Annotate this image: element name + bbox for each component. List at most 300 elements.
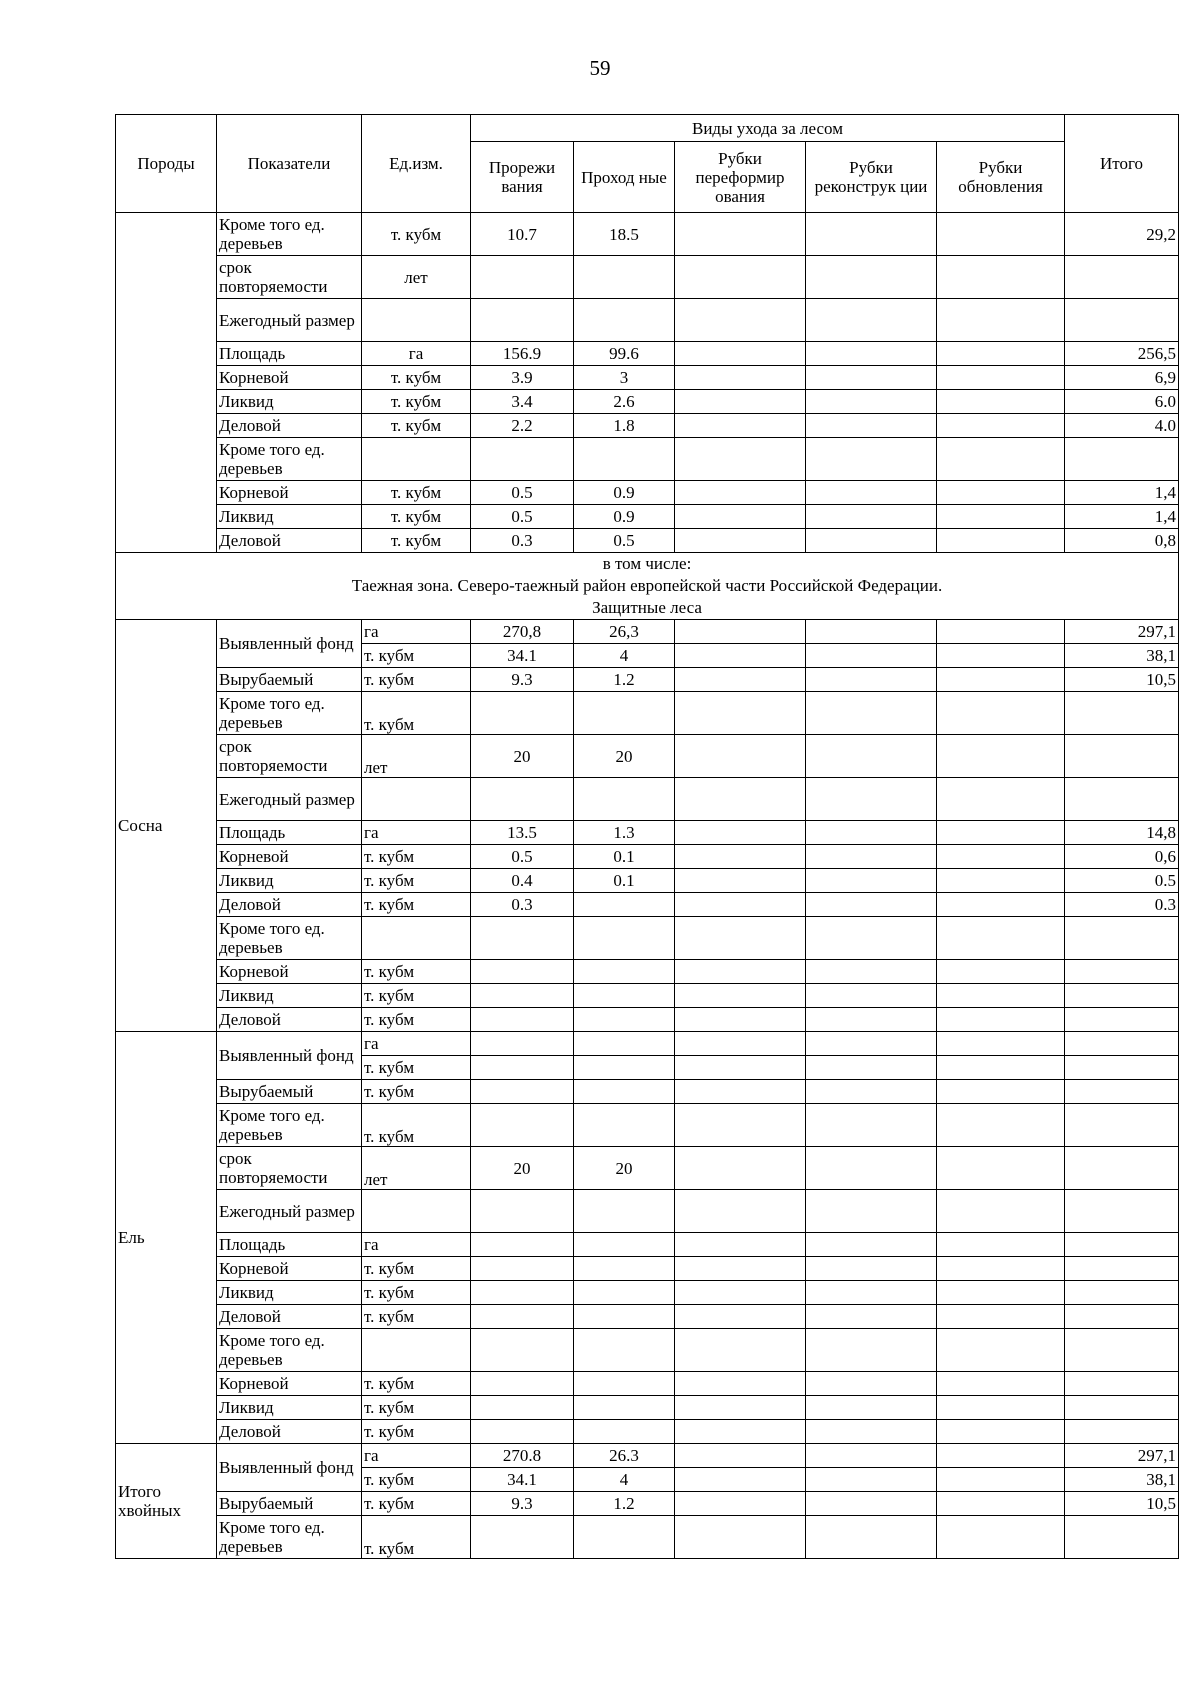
- value-cell: [937, 644, 1065, 668]
- section-header-line: в том числе:: [602, 554, 692, 573]
- total-cell: [1065, 1305, 1179, 1329]
- value-cell: [806, 845, 937, 869]
- unit-cell: [362, 438, 471, 481]
- indicator-label: Вырубаемый: [217, 1492, 362, 1516]
- table-row: [116, 366, 1179, 390]
- table-row: [116, 342, 1179, 366]
- unit-cell: т. кубм: [362, 1420, 471, 1444]
- value-cell: [675, 366, 806, 390]
- value-cell: [806, 644, 937, 668]
- value-cell: [574, 1257, 675, 1281]
- value-cell: [471, 1056, 574, 1080]
- value-cell: [471, 438, 574, 481]
- species-name: Ель: [116, 1032, 217, 1444]
- value-cell: [806, 1080, 937, 1104]
- unit-cell: т. кубм: [362, 529, 471, 553]
- unit-cell: т. кубм: [362, 1281, 471, 1305]
- value-cell: 26.3: [574, 1444, 675, 1468]
- table-row: [116, 1190, 1179, 1233]
- value-cell: [675, 1329, 806, 1372]
- table-row: [116, 778, 1179, 821]
- table-row: [116, 845, 1179, 869]
- indicator-label: Деловой: [217, 414, 362, 438]
- value-cell: [675, 213, 806, 256]
- value-cell: [806, 1147, 937, 1190]
- total-cell: 10,5: [1065, 1492, 1179, 1516]
- value-cell: [675, 1056, 806, 1080]
- value-cell: 1.8: [574, 414, 675, 438]
- unit-cell: т. кубм: [362, 505, 471, 529]
- value-cell: [806, 893, 937, 917]
- forest-care-table: [115, 114, 1179, 1559]
- value-cell: 270,8: [471, 620, 574, 644]
- value-cell: 2.6: [574, 390, 675, 414]
- value-cell: [471, 692, 574, 735]
- value-cell: [675, 390, 806, 414]
- table-row: [116, 1329, 1179, 1372]
- value-cell: [471, 1233, 574, 1257]
- value-cell: [574, 692, 675, 735]
- indicator-label: Корневой: [217, 960, 362, 984]
- header-total: Итого: [1065, 115, 1179, 213]
- value-cell: [806, 821, 937, 845]
- value-cell: [806, 1257, 937, 1281]
- value-cell: [675, 438, 806, 481]
- species-cell-continued: [116, 390, 217, 414]
- indicator-label: Корневой: [217, 845, 362, 869]
- indicator-label: Ликвид: [217, 1396, 362, 1420]
- table-row: [116, 960, 1179, 984]
- table-row: [116, 505, 1179, 529]
- value-cell: [937, 778, 1065, 821]
- indicator-label: Ликвид: [217, 869, 362, 893]
- indicator-label: Ликвид: [217, 505, 362, 529]
- value-cell: [675, 1281, 806, 1305]
- indicator-label: Кроме того ед. деревьев: [217, 1329, 362, 1372]
- value-cell: [574, 917, 675, 960]
- value-cell: [937, 414, 1065, 438]
- section-header-row: [116, 553, 1179, 620]
- value-cell: 34.1: [471, 1468, 574, 1492]
- table-row: [116, 1104, 1179, 1147]
- total-cell: [1065, 1329, 1179, 1372]
- value-cell: [937, 529, 1065, 553]
- total-cell: [1065, 1147, 1179, 1190]
- value-cell: 2.2: [471, 414, 574, 438]
- total-cell: [1065, 1372, 1179, 1396]
- total-cell: 38,1: [1065, 1468, 1179, 1492]
- unit-cell: т. кубм: [362, 845, 471, 869]
- value-cell: [937, 1516, 1065, 1559]
- value-cell: [937, 1468, 1065, 1492]
- value-cell: [937, 1305, 1065, 1329]
- value-cell: [937, 893, 1065, 917]
- unit-cell: [362, 1329, 471, 1372]
- species-cell-continued: [116, 256, 217, 299]
- unit-cell: т. кубм: [362, 1468, 471, 1492]
- value-cell: [937, 505, 1065, 529]
- value-cell: 34.1: [471, 644, 574, 668]
- value-cell: 18.5: [574, 213, 675, 256]
- total-cell: [1065, 692, 1179, 735]
- indicator-label: Площадь: [217, 342, 362, 366]
- value-cell: 0.9: [574, 481, 675, 505]
- value-cell: [471, 1257, 574, 1281]
- value-cell: [937, 869, 1065, 893]
- indicator-label: срок повторяемости: [217, 735, 362, 778]
- unit-cell: т. кубм: [362, 1492, 471, 1516]
- total-cell: 10,5: [1065, 668, 1179, 692]
- value-cell: 9.3: [471, 668, 574, 692]
- value-cell: [675, 256, 806, 299]
- value-cell: 1.2: [574, 668, 675, 692]
- value-cell: [574, 1372, 675, 1396]
- indicator-label: Ликвид: [217, 984, 362, 1008]
- value-cell: [675, 529, 806, 553]
- value-cell: [937, 390, 1065, 414]
- page-number: 59: [589, 56, 611, 80]
- total-cell: 6.0: [1065, 390, 1179, 414]
- value-cell: 0.9: [574, 505, 675, 529]
- unit-cell: т. кубм: [362, 213, 471, 256]
- total-cell: 29,2: [1065, 213, 1179, 256]
- value-cell: 0.4: [471, 869, 574, 893]
- unit-cell: га: [362, 620, 471, 644]
- value-cell: [937, 1080, 1065, 1104]
- value-cell: [806, 1444, 937, 1468]
- value-cell: [574, 960, 675, 984]
- value-cell: [471, 256, 574, 299]
- value-cell: [937, 692, 1065, 735]
- total-cell: [1065, 917, 1179, 960]
- value-cell: [675, 1190, 806, 1233]
- unit-cell: т. кубм: [362, 1372, 471, 1396]
- value-cell: [806, 1468, 937, 1492]
- indicator-label: Корневой: [217, 1257, 362, 1281]
- value-cell: 0.3: [471, 529, 574, 553]
- total-cell: [1065, 1420, 1179, 1444]
- total-cell: [1065, 256, 1179, 299]
- value-cell: [675, 299, 806, 342]
- value-cell: [675, 1444, 806, 1468]
- value-cell: 0.1: [574, 845, 675, 869]
- value-cell: [471, 1305, 574, 1329]
- table-row: [116, 1080, 1179, 1104]
- unit-cell: [362, 917, 471, 960]
- table-row: [116, 692, 1179, 735]
- unit-cell: [362, 299, 471, 342]
- unit-cell: т. кубм: [362, 1080, 471, 1104]
- value-cell: [806, 1190, 937, 1233]
- indicator-label: Деловой: [217, 893, 362, 917]
- value-cell: [675, 414, 806, 438]
- value-cell: [806, 414, 937, 438]
- value-cell: [471, 1372, 574, 1396]
- value-cell: [937, 213, 1065, 256]
- value-cell: [806, 1008, 937, 1032]
- table-row: [116, 529, 1179, 553]
- total-cell: 1,4: [1065, 505, 1179, 529]
- value-cell: 9.3: [471, 1492, 574, 1516]
- total-cell: [1065, 1257, 1179, 1281]
- indicator-label: Выявленный фонд: [217, 1032, 362, 1080]
- value-cell: [574, 1281, 675, 1305]
- header-unit: Ед.изм.: [362, 115, 471, 213]
- header-indicators: Показатели: [217, 115, 362, 213]
- indicator-label: Ежегодный размер: [217, 1190, 362, 1233]
- value-cell: 3.9: [471, 366, 574, 390]
- value-cell: [675, 1516, 806, 1559]
- value-cell: [937, 960, 1065, 984]
- value-cell: [806, 366, 937, 390]
- total-cell: [1065, 1008, 1179, 1032]
- value-cell: [675, 778, 806, 821]
- value-cell: 20: [574, 735, 675, 778]
- unit-cell: т. кубм: [362, 390, 471, 414]
- indicator-label: Ликвид: [217, 1281, 362, 1305]
- header-col-reformation: Рубки переформир ования: [675, 142, 806, 213]
- value-cell: 156.9: [471, 342, 574, 366]
- value-cell: [574, 1032, 675, 1056]
- value-cell: 270.8: [471, 1444, 574, 1468]
- indicator-label: Ежегодный размер: [217, 778, 362, 821]
- total-cell: 38,1: [1065, 644, 1179, 668]
- value-cell: [675, 1305, 806, 1329]
- value-cell: 0.5: [471, 845, 574, 869]
- value-cell: [675, 692, 806, 735]
- value-cell: [937, 735, 1065, 778]
- value-cell: 20: [471, 735, 574, 778]
- species-cell-continued: [116, 366, 217, 390]
- value-cell: [806, 1516, 937, 1559]
- table-row: [116, 620, 1179, 644]
- value-cell: 20: [471, 1147, 574, 1190]
- value-cell: [806, 1396, 937, 1420]
- total-cell: 256,5: [1065, 342, 1179, 366]
- value-cell: [806, 917, 937, 960]
- indicator-label: Кроме того ед. деревьев: [217, 917, 362, 960]
- table-row: [116, 1372, 1179, 1396]
- value-cell: [806, 438, 937, 481]
- value-cell: [574, 1104, 675, 1147]
- indicator-label: Кроме того ед. деревьев: [217, 1516, 362, 1559]
- unit-cell: лет: [362, 1147, 471, 1190]
- indicator-label: Кроме того ед. деревьев: [217, 438, 362, 481]
- value-cell: [675, 1147, 806, 1190]
- value-cell: [806, 1305, 937, 1329]
- table-row: [116, 821, 1179, 845]
- total-cell: [1065, 1032, 1179, 1056]
- value-cell: [937, 1444, 1065, 1468]
- value-cell: [937, 1056, 1065, 1080]
- value-cell: [806, 1492, 937, 1516]
- value-cell: 0.5: [471, 505, 574, 529]
- total-cell: 297,1: [1065, 620, 1179, 644]
- table-row: [116, 390, 1179, 414]
- species-name: Сосна: [116, 620, 217, 1032]
- table-row: [116, 256, 1179, 299]
- table-body: [116, 213, 1179, 1559]
- value-cell: [471, 1396, 574, 1420]
- indicator-label: Площадь: [217, 821, 362, 845]
- value-cell: [806, 1420, 937, 1444]
- unit-cell: т. кубм: [362, 644, 471, 668]
- value-cell: [806, 342, 937, 366]
- value-cell: [471, 1190, 574, 1233]
- value-cell: [806, 960, 937, 984]
- value-cell: [675, 620, 806, 644]
- value-cell: [471, 1420, 574, 1444]
- value-cell: [574, 1080, 675, 1104]
- value-cell: [471, 960, 574, 984]
- value-cell: 0.3: [471, 893, 574, 917]
- table-row: [116, 668, 1179, 692]
- value-cell: 3: [574, 366, 675, 390]
- value-cell: [471, 1281, 574, 1305]
- unit-cell: т. кубм: [362, 1056, 471, 1080]
- value-cell: [471, 1032, 574, 1056]
- value-cell: [574, 1329, 675, 1372]
- value-cell: [675, 481, 806, 505]
- table-row: [116, 1257, 1179, 1281]
- header-col-reconstruction: Рубки реконструк ции: [806, 142, 937, 213]
- value-cell: [471, 1329, 574, 1372]
- value-cell: [806, 778, 937, 821]
- indicator-label: Корневой: [217, 366, 362, 390]
- total-cell: [1065, 299, 1179, 342]
- value-cell: [471, 1516, 574, 1559]
- value-cell: [937, 984, 1065, 1008]
- value-cell: [574, 1420, 675, 1444]
- value-cell: [675, 1492, 806, 1516]
- table-row: [116, 984, 1179, 1008]
- indicator-label: Выявленный фонд: [217, 1444, 362, 1492]
- unit-cell: га: [362, 1444, 471, 1468]
- unit-cell: т. кубм: [362, 960, 471, 984]
- table-row: [116, 213, 1179, 256]
- unit-cell: т. кубм: [362, 1104, 471, 1147]
- value-cell: [937, 299, 1065, 342]
- value-cell: [574, 1516, 675, 1559]
- unit-cell: га: [362, 1032, 471, 1056]
- value-cell: [675, 1233, 806, 1257]
- table-row: [116, 735, 1179, 778]
- value-cell: [574, 1056, 675, 1080]
- total-cell: 0,6: [1065, 845, 1179, 869]
- indicator-label: Выявленный фонд: [217, 620, 362, 668]
- indicator-label: Деловой: [217, 1420, 362, 1444]
- table-row: [116, 893, 1179, 917]
- unit-cell: т. кубм: [362, 1257, 471, 1281]
- header-species: Породы: [116, 115, 217, 213]
- unit-cell: лет: [362, 256, 471, 299]
- species-cell-continued: [116, 505, 217, 529]
- value-cell: [937, 366, 1065, 390]
- table-row: [116, 1008, 1179, 1032]
- value-cell: [471, 1008, 574, 1032]
- value-cell: [806, 256, 937, 299]
- value-cell: [675, 505, 806, 529]
- unit-cell: т. кубм: [362, 1008, 471, 1032]
- total-cell: 0.5: [1065, 869, 1179, 893]
- table-row: [116, 414, 1179, 438]
- value-cell: 26,3: [574, 620, 675, 644]
- table-row: [116, 917, 1179, 960]
- value-cell: [675, 845, 806, 869]
- value-cell: [937, 438, 1065, 481]
- total-cell: [1065, 438, 1179, 481]
- value-cell: 99.6: [574, 342, 675, 366]
- total-cell: [1065, 1190, 1179, 1233]
- species-cell-continued: [116, 342, 217, 366]
- value-cell: [574, 1233, 675, 1257]
- value-cell: [806, 481, 937, 505]
- unit-cell: га: [362, 1233, 471, 1257]
- total-cell: 14,8: [1065, 821, 1179, 845]
- unit-cell: га: [362, 821, 471, 845]
- species-cell-continued: [116, 299, 217, 342]
- value-cell: [806, 620, 937, 644]
- value-cell: [937, 1372, 1065, 1396]
- value-cell: 1.3: [574, 821, 675, 845]
- value-cell: [937, 1233, 1065, 1257]
- unit-cell: т. кубм: [362, 893, 471, 917]
- value-cell: 10.7: [471, 213, 574, 256]
- species-cell-continued: [116, 481, 217, 505]
- unit-cell: т. кубм: [362, 1305, 471, 1329]
- value-cell: [574, 778, 675, 821]
- value-cell: [574, 1008, 675, 1032]
- total-cell: [1065, 960, 1179, 984]
- value-cell: [806, 984, 937, 1008]
- total-cell: [1065, 735, 1179, 778]
- value-cell: [806, 735, 937, 778]
- species-cell-continued: [116, 414, 217, 438]
- table-row: [116, 481, 1179, 505]
- value-cell: [806, 505, 937, 529]
- value-cell: [806, 869, 937, 893]
- value-cell: [806, 1372, 937, 1396]
- total-cell: 1,4: [1065, 481, 1179, 505]
- value-cell: [471, 778, 574, 821]
- species-cell-continued: [116, 438, 217, 481]
- value-cell: [937, 1147, 1065, 1190]
- value-cell: [937, 1420, 1065, 1444]
- value-cell: [806, 1329, 937, 1372]
- value-cell: 3.4: [471, 390, 574, 414]
- table-row: [116, 1233, 1179, 1257]
- value-cell: [937, 620, 1065, 644]
- table-row: [116, 1032, 1179, 1056]
- unit-cell: т. кубм: [362, 414, 471, 438]
- value-cell: [471, 984, 574, 1008]
- value-cell: [675, 917, 806, 960]
- table-row: [116, 299, 1179, 342]
- value-cell: 0.5: [471, 481, 574, 505]
- indicator-label: Корневой: [217, 481, 362, 505]
- value-cell: [806, 1104, 937, 1147]
- total-cell: [1065, 1233, 1179, 1257]
- value-cell: [574, 1396, 675, 1420]
- indicator-label: Кроме того ед. деревьев: [217, 692, 362, 735]
- value-cell: [937, 1329, 1065, 1372]
- total-cell: 0,8: [1065, 529, 1179, 553]
- value-cell: [937, 1281, 1065, 1305]
- total-cell: [1065, 984, 1179, 1008]
- value-cell: 13.5: [471, 821, 574, 845]
- value-cell: [937, 1190, 1065, 1233]
- table-row: [116, 1281, 1179, 1305]
